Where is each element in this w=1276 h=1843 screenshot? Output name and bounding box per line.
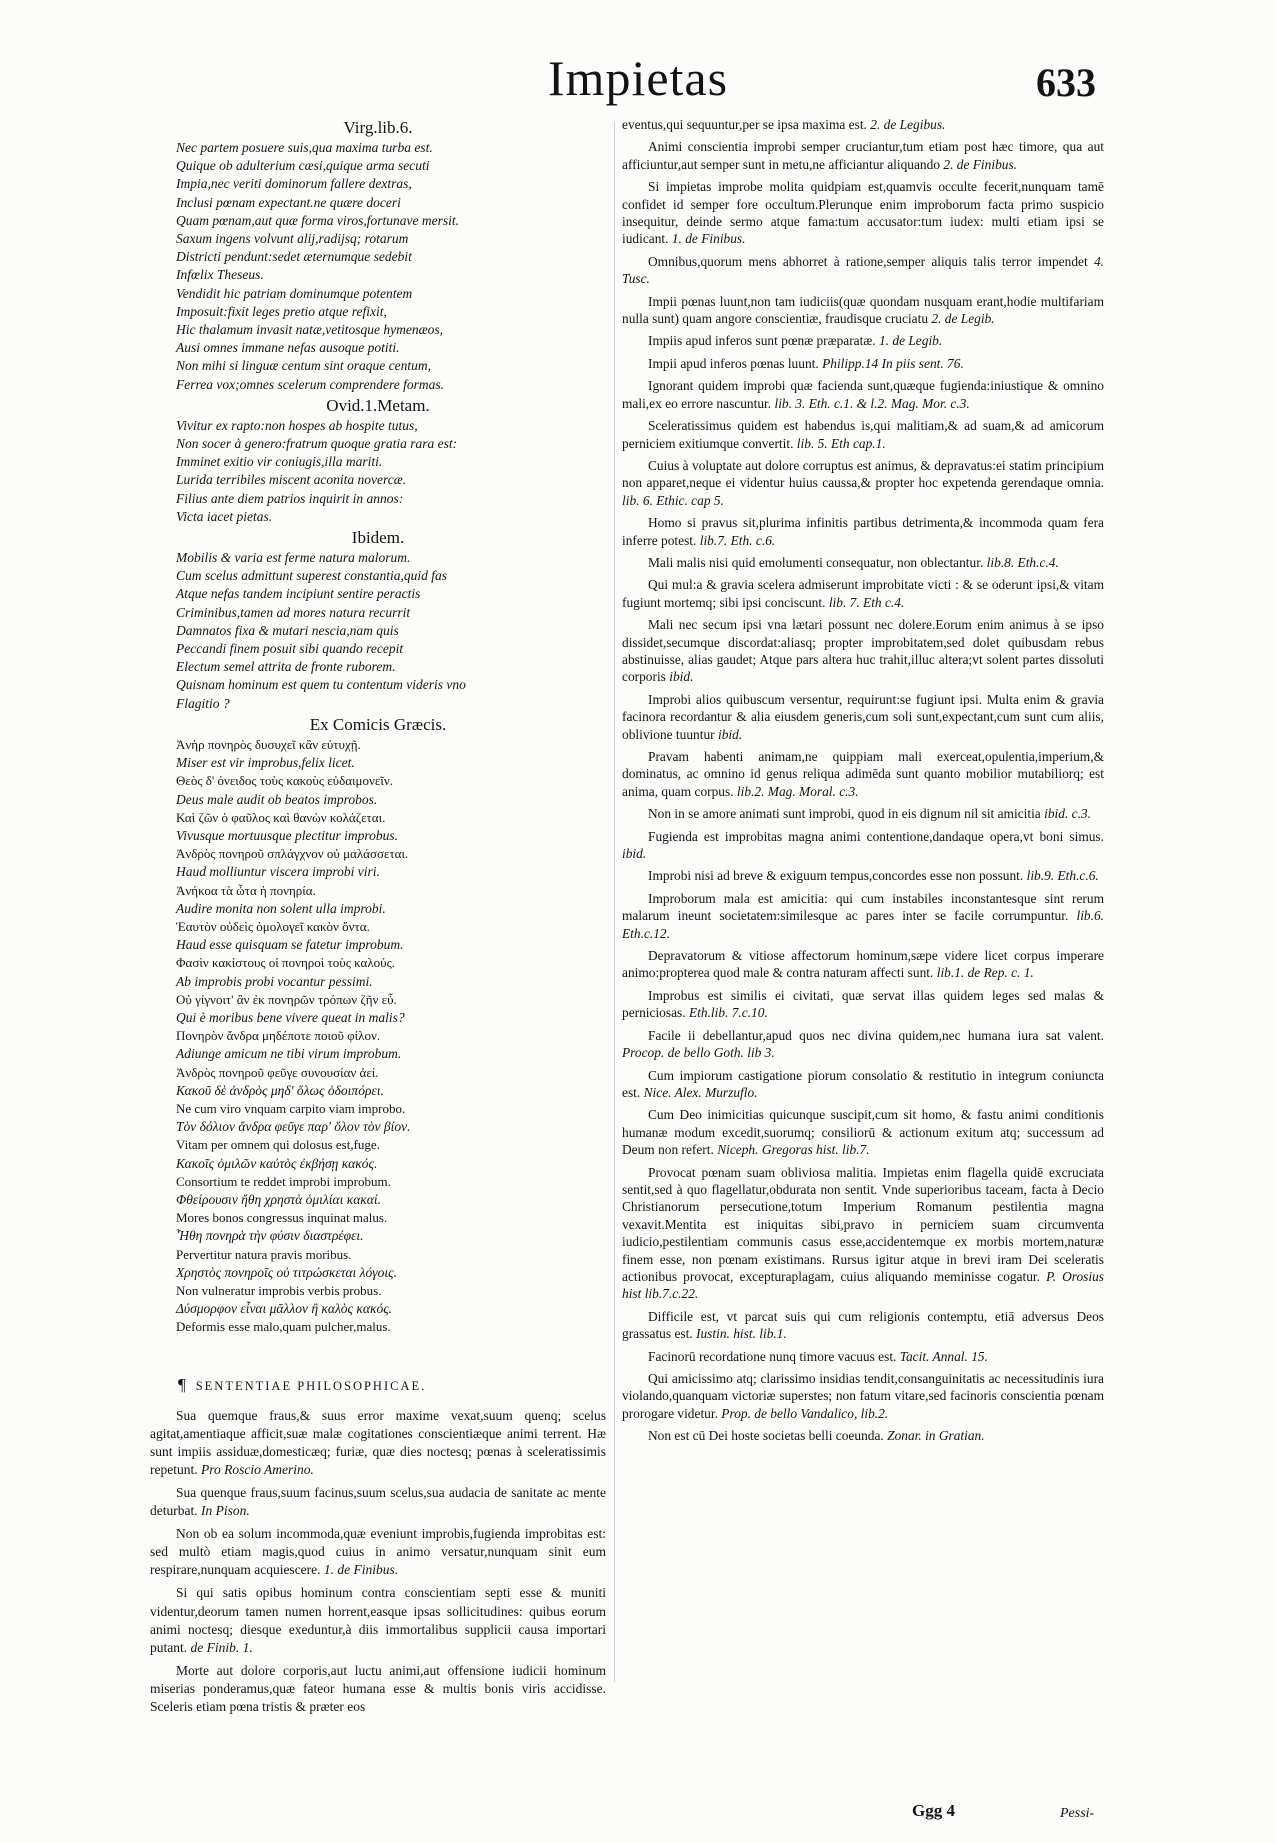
verse-line: Qui è moribus bene vivere queat in malis? bbox=[176, 1009, 405, 1025]
verse-line: Φασὶν κακίστους οἱ πονηροὶ τοὺς καλούς. bbox=[176, 955, 395, 971]
page-number: 633 bbox=[1036, 60, 1096, 105]
paragraph-text: Impii pœnas luunt,non tam iudiciis(quæ quondam nusquam erant,hodie multifariam nulla sunt) quam angore conscientiæ, fraudisque cruciatu bbox=[622, 293, 1104, 327]
citation: ibid. c.3. bbox=[1044, 806, 1091, 822]
verse-line: Victa iacet pietas. bbox=[176, 508, 273, 524]
citation: ibid. bbox=[622, 846, 647, 862]
paragraph-text: Depravatorum & vitiose affectorum hominum,sæpe videre licet corpus imperare animo:propterea quod male & contra naturam affecti sunt. bbox=[622, 948, 1104, 981]
paragraph bbox=[622, 1164, 1104, 1303]
verse-line: Impia,nec veriti dominorum fallere dextras, bbox=[176, 176, 412, 192]
paragraph-text: Sceleratissimus quidem est habendus is,qui malitiam,& ad suam,& ad amicorum perniciem exitiumque convertit. bbox=[622, 418, 1104, 451]
citation: Philipp.14 In piis sent. 76. bbox=[822, 355, 964, 371]
citation: Niceph. Gregoras hist. lib.7. bbox=[717, 1142, 870, 1158]
citation: de Finib. 1. bbox=[190, 1639, 253, 1655]
verse-line: Vitam per omnem qui dolosus est,fuge. bbox=[176, 1137, 380, 1153]
paragraph-text: Qui mul:a & gravia scelera admiserunt improbitate victi : & se oderunt ipsi,& vitam fugiunt mortemq; sibi ipsi conciscunt. bbox=[622, 577, 1104, 610]
paragraph-text: Cum impiorum castigatione piorum consolatio & restitutio in integrum coniuncta est. bbox=[622, 1067, 1104, 1100]
paragraph bbox=[622, 616, 1104, 686]
citation: Zonar. in Gratian. bbox=[887, 1428, 985, 1444]
verse-line: Non vulneratur improbis verbis probus. bbox=[176, 1282, 382, 1298]
paragraph bbox=[622, 116, 1104, 133]
verse-line: Deformis esse malo,quam pulcher,malus. bbox=[176, 1319, 391, 1335]
verse-line: Ἦθη πονηρὰ τὴν φύσιν διαστρέφει. bbox=[176, 1228, 364, 1244]
verse-line: Φθείρουσιν ἤθη χρηστὰ ὁμιλίαι κακαί. bbox=[176, 1191, 381, 1207]
citation: ibid. bbox=[717, 726, 743, 742]
verse-line: Δύσμορφον εἶναι μᾶλλον ἢ καλὸς κακός. bbox=[176, 1301, 393, 1317]
paragraph-text: Qui amicissimo atq; clarissimo insidias tendit,consanguinitatis ac necessitudinis iura violando,quanquam victoriæ superstes; non fatum vitare,sed facinoris conscientia pœnam prorogare videtur. bbox=[622, 1371, 1104, 1421]
citation: In Pison. bbox=[200, 1503, 250, 1519]
paragraph bbox=[150, 1407, 606, 1479]
paragraph-text: Non in se amore animati sunt improbi, quod in eis dignum nil sit amicitia bbox=[648, 806, 1041, 822]
verse-line: Imminet exitio vir coniugis,illa mariti. bbox=[176, 454, 383, 470]
verse-line: Nec partem posuere suis,qua maxima turba est. bbox=[176, 140, 433, 155]
verse-line: Adiunge amicum ne tibi virum improbum. bbox=[176, 1046, 402, 1062]
paragraph bbox=[622, 1427, 1104, 1444]
citation: Iustin. hist. lib.1. bbox=[696, 1326, 787, 1342]
verse-line: Vivusque mortuusque plectitur improbus. bbox=[176, 827, 398, 843]
verse-line: Vivitur ex rapto:non hospes ab hospite tutus, bbox=[176, 417, 418, 433]
paragraph bbox=[622, 828, 1104, 863]
verse-line: Mores bonos congressus inquinat malus. bbox=[176, 1210, 388, 1226]
citation: lib.9. Eth.c.6. bbox=[1026, 868, 1099, 884]
heading-virgil: Virg.lib.6. bbox=[343, 118, 413, 137]
paragraph bbox=[150, 1662, 606, 1716]
ovid-verses bbox=[150, 417, 606, 526]
verse-line: Saxum ingens volvunt alij,radijsq; rotarum bbox=[176, 231, 409, 247]
citation: lib. 5. Eth cap.1. bbox=[796, 435, 886, 451]
verse-line: Οὐ γίγνοιτ' ἂν ἐκ πονηρῶν τρόπων ζῆν εὖ. bbox=[176, 991, 397, 1007]
pilcrow-mark: ¶ bbox=[178, 1374, 186, 1394]
citation: 2. de Finibus. bbox=[943, 156, 1018, 172]
citation: lib.6. Eth.c.12. bbox=[622, 908, 1104, 941]
verse-line: Ausi omnes immane nefas ausoque potiti. bbox=[176, 340, 400, 356]
verse-line: Ἑαυτὸν οὐδεὶς ὁμολογεῖ κακὸν ὄντα. bbox=[176, 918, 370, 934]
verse-line: Κακοῖς ὁμιλῶν καὐτὸς ἐκβήσῃ κακός. bbox=[176, 1155, 378, 1171]
citation: Eth.lib. 7.c.10. bbox=[688, 1005, 768, 1021]
paragraph bbox=[622, 377, 1104, 412]
paragraph bbox=[150, 1484, 606, 1520]
verse-line: Audire monita non solent ulla improbi. bbox=[176, 900, 386, 916]
paragraph bbox=[622, 554, 1104, 571]
heading-comici: Ex Comicis Græcis. bbox=[309, 714, 447, 734]
verse-line: Cum scelus admittunt superest constantia,quid fas bbox=[176, 568, 447, 584]
paragraph bbox=[622, 457, 1104, 509]
citation: 1. de Finibus. bbox=[671, 231, 746, 247]
paragraph bbox=[622, 1027, 1104, 1062]
paragraph-text: Animi conscientia improbi semper cruciantur,tum etiam post hæc timore, qua aut afficiuntur,aut semper sunt in metu,ne afficiantur aliquando bbox=[622, 139, 1104, 172]
paragraph-text: Ignorant quidem improbi quæ facienda sunt,quæque fugienda:iniustique & omnino mali,ex eo errore nascuntur. bbox=[622, 378, 1104, 411]
heading-ibidem: Ibidem. bbox=[351, 528, 405, 548]
citation: lib.8. Eth.c.4. bbox=[986, 554, 1059, 570]
paragraph-text: Pravam habenti animam,ne quippiam mali exerceat,opulentia,imperium,& dominatus, ac omnino id genus reliqua adimēda sunt quanto mobilior mutabiliorq; est anima, quam corpus. bbox=[622, 749, 1104, 799]
verse-line: Infœlix Theseus. bbox=[176, 267, 264, 283]
verse-line: Ἀνὴρ πονηρὸς δυσυχεῖ κἂν εὐτυχῇ. bbox=[176, 736, 361, 752]
paragraph-text: Facinorū recordatione nunq timore vacuus est. bbox=[648, 1348, 897, 1364]
paragraph-text: Si qui satis opibus hominum contra conscientiam septi esse & muniti videntur,deorum tamen numen horrent,easque ipsas sollicitudines: quibus eorum animi noctesq; diesque exeduntur,à diis immortalibus supplicii causa importari putant. bbox=[150, 1585, 606, 1655]
paragraph-text: Provocat pœnam suam obliviosa malitia. Impietas enim flagella quidē excruciata sentit,sed à quo flagellatur,obdurata non sentit. Vnde superioribus taceam, facta à Decio Christianorum persecutione,totum Imperium Romanum pestilentia magna vexavit.Mentita est iniquitas sibi,pravo in perniciem suam circumventa iudicio,pestilentiam communis casus esse,accidentemque ex morbis mortem,naturæ finem esse, non pœnam existimans. Rursus igitur atque in brevi iram Dei sceleratis actionibus provocat, excepturaplagam, cuius aliquando meminisse cogatur. bbox=[622, 1164, 1104, 1284]
paragraph-text: Si impietas improbe molita quidpiam est,quamvis occulte fecerit,nunquam tamē confidet id semper fore occultum.Plerunque enim improborum facta primo suspicio insequitur, deinde sermo atque fama:tum accusator:tum iudex: multi etiam ipsi se iudicant. bbox=[622, 179, 1104, 247]
verse-line: Θεὸς δ' ὀνειδος τοὺς κακοὺς εὐδαιμονεῖν. bbox=[176, 773, 393, 789]
paragraph bbox=[622, 748, 1104, 800]
paragraph-text: Fugienda est improbitas magna animi contentione,dandaque opera,vt boni simus. bbox=[648, 828, 1104, 844]
paragraph bbox=[622, 1106, 1104, 1158]
verse-line: Miser est vir improbus,felix licet. bbox=[176, 755, 355, 771]
comici-verses bbox=[150, 736, 606, 1337]
verse-line: Quique ob adulterium cæsi,quique arma secuti bbox=[176, 158, 430, 174]
verse-line: Peccandi finem posuit sibi quando recepit bbox=[176, 641, 404, 657]
paragraph-text: Omnibus,quorum mens abhorret à ratione,semper aliquis talis terror impendet bbox=[648, 253, 1088, 269]
citation: lib. 7. Eth c.4. bbox=[828, 594, 905, 610]
verse-line: Κακοῦ δὲ ἀνδρὸς μηδ' ὅλως ὁδοιπόρει. bbox=[176, 1082, 384, 1098]
paragraph bbox=[622, 417, 1104, 452]
paragraph-text: Morte aut dolore corporis,aut luctu animi,aut offensione iudicii hominum miserias ponderamus,quæ fateor humana esse & multis bonis viris accidisse. Sceleris etiam pœna tristis & præter eos bbox=[150, 1662, 606, 1714]
signature-mark: Ggg 4 bbox=[912, 1801, 955, 1820]
right-prose bbox=[622, 116, 1104, 1445]
citation: Procop. de bello Goth. lib 3. bbox=[622, 1045, 775, 1061]
citation: Nice. Alex. Murzuflo. bbox=[643, 1084, 758, 1100]
verse-line: Non socer à genero:fratrum quoque gratia rara est: bbox=[176, 436, 458, 452]
paragraph-text: Mali nec secum ipsi vna lætari possunt nec dolere.Eorum enim animus à se ipso dissidet,secumque discordat:aliasq; propter improbitatem,sed dolet quibusdam rebus abstinuisse, alias gaudet; Atque pars altera huc trahit,illuc altera;vt solent partes dissoluti corporis bbox=[622, 617, 1104, 685]
citation: Pro Roscio Amerino. bbox=[200, 1461, 314, 1477]
verse-line: Districti pendunt:sedet æternumque sedebit bbox=[176, 249, 412, 265]
verse-line: Τὸν δόλιον ἄνδρα φεῦγε παρ' ὅλον τὸν βίον. bbox=[176, 1119, 411, 1135]
verse-line: Vendidit hic patriam dominumque potentem bbox=[176, 285, 413, 301]
verse-line: Lurida terribiles miscent aconita novercæ. bbox=[176, 472, 407, 488]
running-title: Impietas bbox=[547, 50, 729, 106]
ibidem-verses bbox=[150, 549, 606, 713]
paragraph-text: Sua quenque fraus,suum facinus,suum scelus,sua audacia de sanitate ac mente deturbat. bbox=[150, 1484, 606, 1519]
paragraph-text: Improbi alios quibuscum versentur, requirunt:se fugiunt ipsi. Multa enim & gravia facinora recordantur & alia eiusdem generis,cum soli sunt,expectant,cum sunt cum aliis, oblivione tuuntur bbox=[622, 691, 1104, 742]
paragraph bbox=[622, 1308, 1104, 1343]
paragraph bbox=[622, 1370, 1104, 1422]
verse-line: Consortium te reddet improbi improbum. bbox=[176, 1173, 391, 1189]
heading-ovid: Ovid.1.Metam. bbox=[326, 395, 430, 415]
paragraph bbox=[622, 890, 1104, 942]
citation: lib.2. Mag. Moral. c.3. bbox=[736, 783, 859, 799]
left-prose bbox=[150, 1407, 606, 1717]
paragraph bbox=[622, 253, 1104, 288]
paragraph bbox=[150, 1584, 606, 1656]
verse-line: Hic thalamum invasit natæ,vetitosque hymenæos, bbox=[176, 322, 443, 338]
paragraph bbox=[622, 691, 1104, 743]
paragraph-text: Improbus est similis ei civitati, quæ servat illas quidem leges sed malas & perniciosas. bbox=[622, 987, 1104, 1021]
paragraph bbox=[622, 867, 1104, 884]
paragraph bbox=[622, 805, 1104, 822]
citation: ibid. bbox=[669, 669, 694, 685]
paragraph-text: Facile ii debellantur,apud quos nec divina quidem,nec humana iura sat valent. bbox=[648, 1027, 1104, 1043]
paragraph-text: Sua quemque fraus,& suus error maxime vexat,suum quenq; scelus agitat,amentiaque afficit,suæ malæ cogitationes conscientiæque animi terrent. Hæ sunt impiis assiduæ,domesticæq; furiæ, quæ dies noctesq; pœnas à sceleratissimis repetunt. bbox=[150, 1407, 606, 1477]
verse-line: Ab improbis probi vocantur pessimi. bbox=[176, 973, 373, 989]
verse-line: Flagitio ? bbox=[176, 695, 230, 711]
verse-line: Καὶ ζῶν ὁ φαῦλος καὶ θανὼν κολάζεται. bbox=[176, 809, 386, 825]
verse-line: Damnatos fixa & mutari nescia,nam quis bbox=[176, 622, 399, 638]
paragraph bbox=[622, 987, 1104, 1022]
section-title bbox=[178, 1375, 606, 1395]
paragraph-text: Difficile est, vt parcat suis qui cum religionis contemptu, etiā adversus Deos grassatus est. bbox=[622, 1308, 1104, 1342]
verse-line: Haud molliuntur viscera improbi viri. bbox=[176, 864, 380, 880]
paragraph bbox=[622, 293, 1104, 328]
verse-line: Inclusi pœnam expectant.ne quære doceri bbox=[176, 194, 401, 210]
paragraph bbox=[622, 138, 1104, 173]
paragraph bbox=[622, 1348, 1104, 1365]
verse-line: Πονηρὸν ἄνδρα μηδέποτε ποιοῦ φίλον. bbox=[176, 1028, 381, 1044]
verse-line: Haud esse quisquam se fatetur improbum. bbox=[176, 937, 404, 953]
citation: Tacit. Annal. 15. bbox=[899, 1348, 988, 1364]
paragraph bbox=[622, 947, 1104, 982]
verse-line: Ἀνδρὸς πονηροῦ φεῦγε συνουσίαν ἀεί. bbox=[176, 1064, 379, 1080]
paragraph bbox=[622, 332, 1104, 349]
verse-line: Mobilis & varia est ferme natura malorum. bbox=[176, 550, 411, 566]
virgil-verses bbox=[150, 139, 606, 394]
paragraph bbox=[622, 355, 1104, 372]
column-divider bbox=[614, 122, 615, 1682]
citation: 2. de Legibus. bbox=[870, 117, 946, 132]
verse-line: Imposuit:fixit leges pretio atque refixit, bbox=[176, 303, 387, 319]
paragraph bbox=[622, 514, 1104, 549]
paragraph bbox=[622, 1067, 1104, 1102]
verse-line: Quisnam hominum est quem tu contentum videris vno bbox=[176, 677, 466, 693]
citation: 1. de Finibus. bbox=[323, 1562, 399, 1578]
citation: lib. 6. Ethic. cap 5. bbox=[622, 492, 724, 508]
citation: 2. de Legib. bbox=[931, 311, 995, 327]
paragraph-text: Impiis apud inferos sunt pœnæ præparatæ. bbox=[648, 333, 876, 349]
citation: 1. de Legib. bbox=[878, 333, 943, 349]
verse-line: Ne cum viro vnquam carpito viam improbo. bbox=[176, 1100, 406, 1116]
verse-line: Filius ante diem patrios inquirit in annos: bbox=[176, 490, 404, 506]
verse-line: Quam pœnam,aut quæ forma viros,fortunave mersit. bbox=[176, 212, 459, 228]
paragraph bbox=[622, 576, 1104, 611]
paragraph-text: Cum Deo inimicitias quicunque suscipit,cum sit homo, & fastu animi conditionis humanæ modum excedit,suorumq; consiliorū & actionum exitum atq; successum ad Deum non refert. bbox=[622, 1107, 1104, 1158]
right-column bbox=[622, 116, 1104, 1450]
paragraph-text: Non est cū Dei hoste societas belli coeunda. bbox=[648, 1428, 884, 1444]
paragraph-text: Homo si pravus sit,plurima infinitis partibus detrimenta,& incommoda quam fera inferre potest. bbox=[622, 515, 1104, 548]
verse-line: Deus male audit ob beatos improbos. bbox=[176, 791, 378, 807]
catchword: Pessi- bbox=[1060, 1806, 1095, 1821]
paragraph bbox=[622, 178, 1104, 248]
paragraph-text: Cuius à voluptate aut dolore corruptus est animus, & depravatus:ei statim principium non apparet,neque ei videntur huius caussa,& propter hoc expetenda gerendaque omnia. bbox=[622, 457, 1104, 491]
verse-line: Ἀνδρὸς πονηροῦ σπλάγχνον οὐ μαλάσσεται. bbox=[176, 846, 409, 862]
citation: 4. Tusc. bbox=[622, 253, 1104, 287]
verse-line: Non mihi si linguæ centum sint oraque centum, bbox=[176, 358, 431, 374]
citation: lib. 3. Eth. c.1. & l.2. Mag. Mor. c.3. bbox=[774, 395, 970, 411]
citation: Prop. de bello Vandalico, lib.2. bbox=[721, 1405, 889, 1421]
citation: lib.7. Eth. c.6. bbox=[699, 532, 776, 548]
verse-line: Χρηστὸς πονηροῖς οὐ τιτρώσκεται λόγοις. bbox=[176, 1264, 397, 1280]
citation: P. Orosius hist lib.7.c.22. bbox=[622, 1268, 1104, 1302]
verse-line: Criminibus,tamen ad mores natura recurrit bbox=[176, 604, 411, 620]
paragraph-text: Non ob ea solum incommoda,quæ eveniunt improbis,fugienda improbitas est: sed multò etiam magis,quod cuius in animo versatur,nunquam sinit eum respirare,nunquam acquiescere. bbox=[150, 1526, 606, 1578]
citation: lib.1. de Rep. c. 1. bbox=[936, 965, 1034, 981]
verse-line: Pervertitur natura pravis moribus. bbox=[176, 1246, 352, 1262]
paragraph-text: Mali malis nisi quid emolumenti consequatur, non oblectantur. bbox=[648, 554, 984, 570]
verse-line: Atque nefas tandem incipiunt sentire peractis bbox=[176, 586, 421, 602]
verse-line: Ἀνήκοα τὰ ὦτα ἡ πονηρία. bbox=[176, 882, 316, 898]
paragraph-text: eventus,qui sequuntur,per se ipsa maxima est. bbox=[622, 117, 867, 132]
paragraph-text: Impii apud inferos pœnas luunt. bbox=[648, 355, 819, 371]
left-column bbox=[150, 116, 606, 1721]
section-title-text: SENTENTIAE PHILOSOPHICAE. bbox=[195, 1378, 427, 1393]
paragraph-text: Improborum mala est amicitia: qui cum instabiles inconstantesque sint rerum malarum ineunt societatem:similesque ac pares inter se facile corrumpuntur. bbox=[622, 890, 1104, 924]
paragraph bbox=[150, 1525, 606, 1579]
verse-line: Ferrea vox;omnes scelerum comprendere formas. bbox=[176, 376, 445, 392]
verse-line: Electum semel attrita de fronte ruborem. bbox=[176, 659, 396, 675]
paragraph-text: Improbi nisi ad breve & exiguum tempus,concordes esse non possunt. bbox=[648, 868, 1024, 884]
